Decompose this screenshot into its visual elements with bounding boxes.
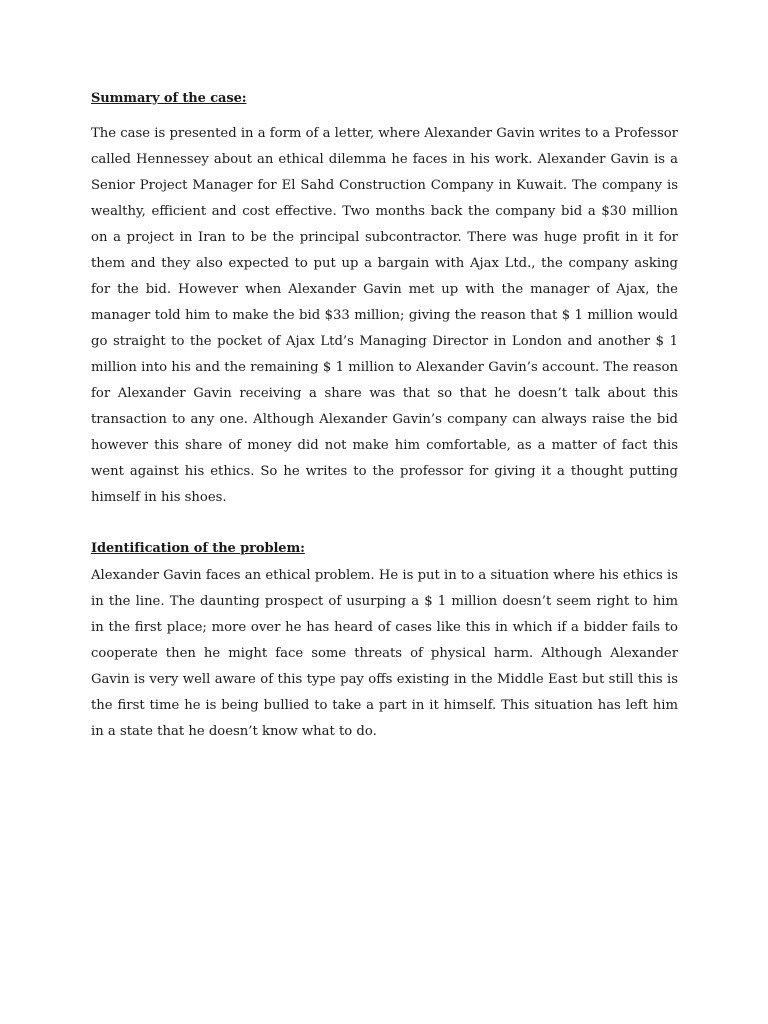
section-heading-summary: Summary of the case: [91,91,247,106]
section-heading-identification: Identification of the problem: [91,541,305,556]
section-body-identification: Alexander Gavin faces an ethical problem. He is put in to a situation where his ethics is in the line. The daunting prospect of usurping a $ 1 million doesn’t seem right to him in the first place; more over he has heard of cases like this in which if a bidder fails to cooperate then he might face some threats of physical harm. Although Alexander Gavin is very well aware of this type pay offs existing in the Middle East but still this is the first time he is being bullied to take a part in it himself. This situation has left him in a state that he doesn’t know what to do. [91,568,678,739]
section-body-summary: The case is presented in a form of a letter, where Alexander Gavin writes to a Professor called Hennessey about an ethical dilemma he faces in his work. Alexander Gavin is a Senior Project Manager for El Sahd Construction Company in Kuwait. The company is wealthy, efficient and cost effective. Two months back the company bid a $30 million on a project in Iran to be the principal subcontractor. There was huge profit in it for them and they also expected to put up a bargain with Ajax Ltd., the company asking for the bid. However when Alexander Gavin met up with the manager of Ajax, the manager told him to make the bid $33 million; giving the reason that $ 1 million would go straight to the pocket of Ajax Ltd’s Managing Director in London and another $ 1 million into his and the remaining $ 1 million to Alexander Gavin’s account. The reason for Alexander Gavin receiving a share was that so that he doesn’t talk about this transaction to any one. Although Alexander Gavin’s company can always raise the bid however this share of money did not make him comfortable, as a matter of fact this went against his ethics. So he writes to the professor for giving it a thought putting himself in his shoes. [91,126,678,505]
